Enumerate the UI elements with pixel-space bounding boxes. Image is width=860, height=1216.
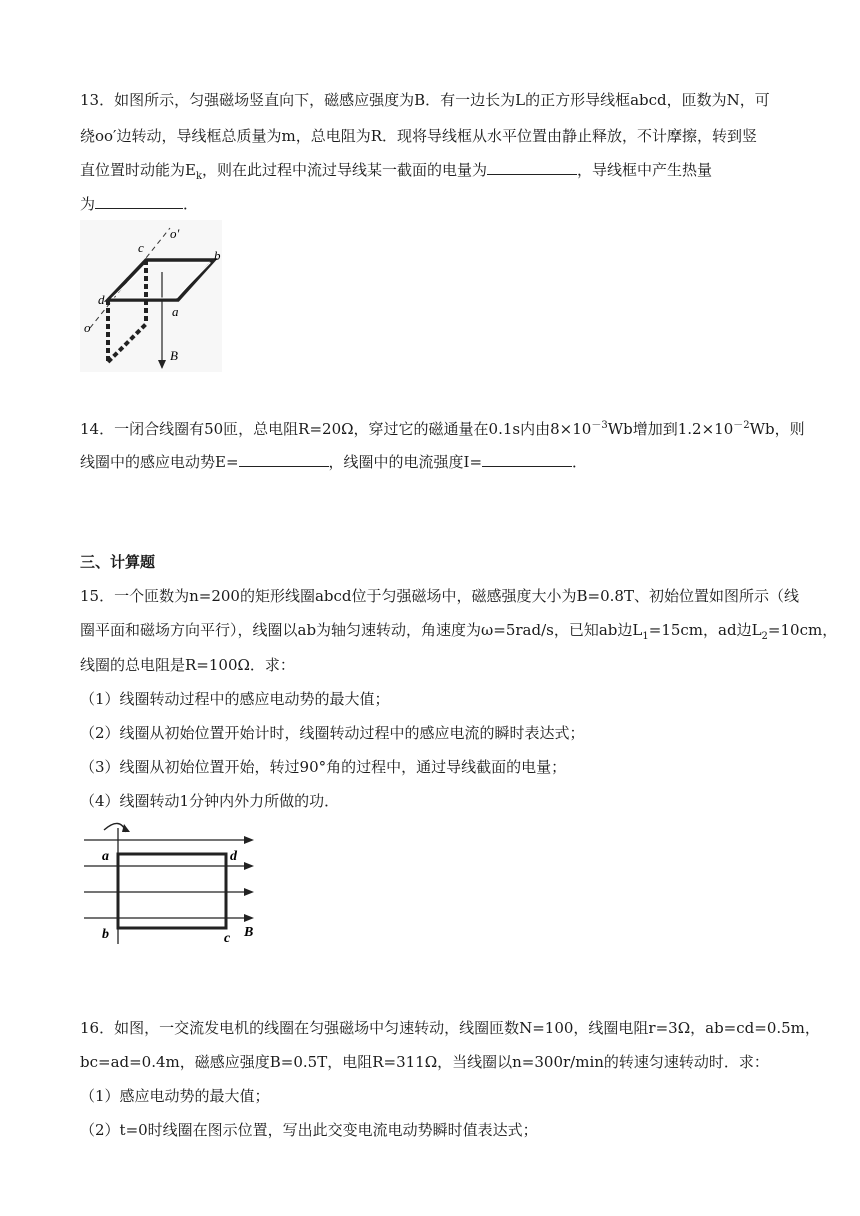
q15-item-1: （1）线圈转动过程中的感应电动势的最大值； xyxy=(80,690,390,708)
q14-line-1-b: Wb增加到1.2×10 xyxy=(607,420,734,438)
q13-ek-subscript: k xyxy=(195,171,203,182)
q16-line-1: 16．如图，一交流发电机的线圈在匀强磁场中匀速转动，线圈匝数N=100，线圈电阻r=3Ω，ab=cd=0.5m， xyxy=(80,1019,820,1037)
q14-line-2-c: ． xyxy=(572,453,588,471)
q15-rotation-arrowhead xyxy=(122,824,130,832)
q15-field-arrow-2 xyxy=(244,862,254,870)
q15-field-arrow-4 xyxy=(244,914,254,922)
q15-item-4: （4）线圈转动1分钟内外力所做的功． xyxy=(80,792,340,810)
q15-field-arrow-1 xyxy=(244,836,254,844)
q15-sub-1: 1 xyxy=(642,631,649,642)
q16-item-1: （1）感应电动势的最大值； xyxy=(80,1087,270,1105)
q15-line-2-c: =10cm， xyxy=(767,621,838,639)
q13-label-B: B xyxy=(170,348,178,363)
q13-label-d: d xyxy=(98,292,105,307)
q13-line-3-b: ，则在此过程中流过导线某一截面的电量为 xyxy=(202,161,488,179)
q13-label-c: c xyxy=(138,240,144,255)
q13-figure xyxy=(80,220,222,372)
q14-line-1-a: 14．一闭合线圈有50匝，总电阻R=20Ω，穿过它的磁通量在0.1s内由8×10 xyxy=(80,420,592,438)
q16-item-2: （2）t=0时线圈在图示位置，写出此交变电流电动势瞬时值表达式； xyxy=(80,1121,538,1139)
q13-blank-charge xyxy=(487,160,577,175)
q13-line-4-b: ． xyxy=(183,195,199,213)
q13-line-4-a: 为 xyxy=(80,195,96,213)
q15-label-d: d xyxy=(230,849,237,864)
q13-label-b: b xyxy=(214,248,221,263)
q13-label-a: a xyxy=(172,304,179,319)
q13-line-4 xyxy=(80,194,198,214)
q15-label-B: B xyxy=(244,925,254,940)
q16-line-2: bc=ad=0.4m，磁感应强度B=0.5T，电阻R=311Ω，当线圈以n=300r/min的转速匀速转动时．求： xyxy=(80,1053,769,1071)
q15-label-c: c xyxy=(224,931,231,946)
q13-line-3 xyxy=(80,160,712,187)
section-3-title: 三、计算题 xyxy=(80,553,156,571)
q15-line-2-a: 圈平面和磁场方向平行），线圈以ab为轴匀速转动，角速度为ω=5rad/s，已知ab边L xyxy=(80,621,643,639)
q14-line-1 xyxy=(80,416,805,439)
q13-line-3-c: ，导线框中产生热量 xyxy=(577,161,713,179)
q15-line-1: 15．一个匝数为n=200的矩形线圈abcd位于匀强磁场中，磁感强度大小为B=0.8T、初始位置如图所示（线 xyxy=(80,587,799,605)
q13-line-2: 绕oo′边转动，导线框总质量为m，总电阻为R．现将导线框从水平位置由静止释放，不计摩擦，转到竖 xyxy=(80,127,757,145)
q13-label-o-top: o′ xyxy=(170,226,180,241)
q15-sub-2: 2 xyxy=(761,631,768,642)
q15-line-3: 线圈的总电阻是R=100Ω．求： xyxy=(80,656,295,674)
q13-label-o-bottom: o xyxy=(84,320,91,335)
q14-line-2-a: 线圈中的感应电动势E= xyxy=(80,453,239,471)
q15-coil-rectangle xyxy=(118,854,226,928)
q13-blank-heat xyxy=(95,194,183,209)
q15-figure xyxy=(80,814,260,948)
q14-line-2-b: ，线圈中的电流强度I= xyxy=(328,453,483,471)
q15-item-3: （3）线圈从初始位置开始，转过90°角的过程中，通过导线截面的电量； xyxy=(80,758,567,776)
q15-label-b: b xyxy=(102,927,109,942)
q14-sup-2: －2 xyxy=(733,420,750,431)
q15-field-arrow-3 xyxy=(244,888,254,896)
q13-line-1: 13．如图所示，匀强磁场竖直向下，磁感应强度为B．有一边长为L的正方形导线框abcd，匝数为N，可 xyxy=(80,91,770,109)
q14-sup-1: －3 xyxy=(591,420,608,431)
q13-line-3-a: 直位置时动能为E xyxy=(80,161,196,179)
q14-blank-current xyxy=(482,452,572,467)
q15-label-a: a xyxy=(102,849,109,864)
q14-blank-emf xyxy=(239,452,329,467)
q15-line-2 xyxy=(80,620,837,647)
q14-line-1-c: Wb，则 xyxy=(749,420,805,438)
q15-item-2: （2）线圈从初始位置开始计时，线圈转动过程中的感应电流的瞬时表达式； xyxy=(80,724,585,742)
q15-line-2-b: =15cm，ad边L xyxy=(648,621,762,639)
q14-line-2 xyxy=(80,452,587,472)
